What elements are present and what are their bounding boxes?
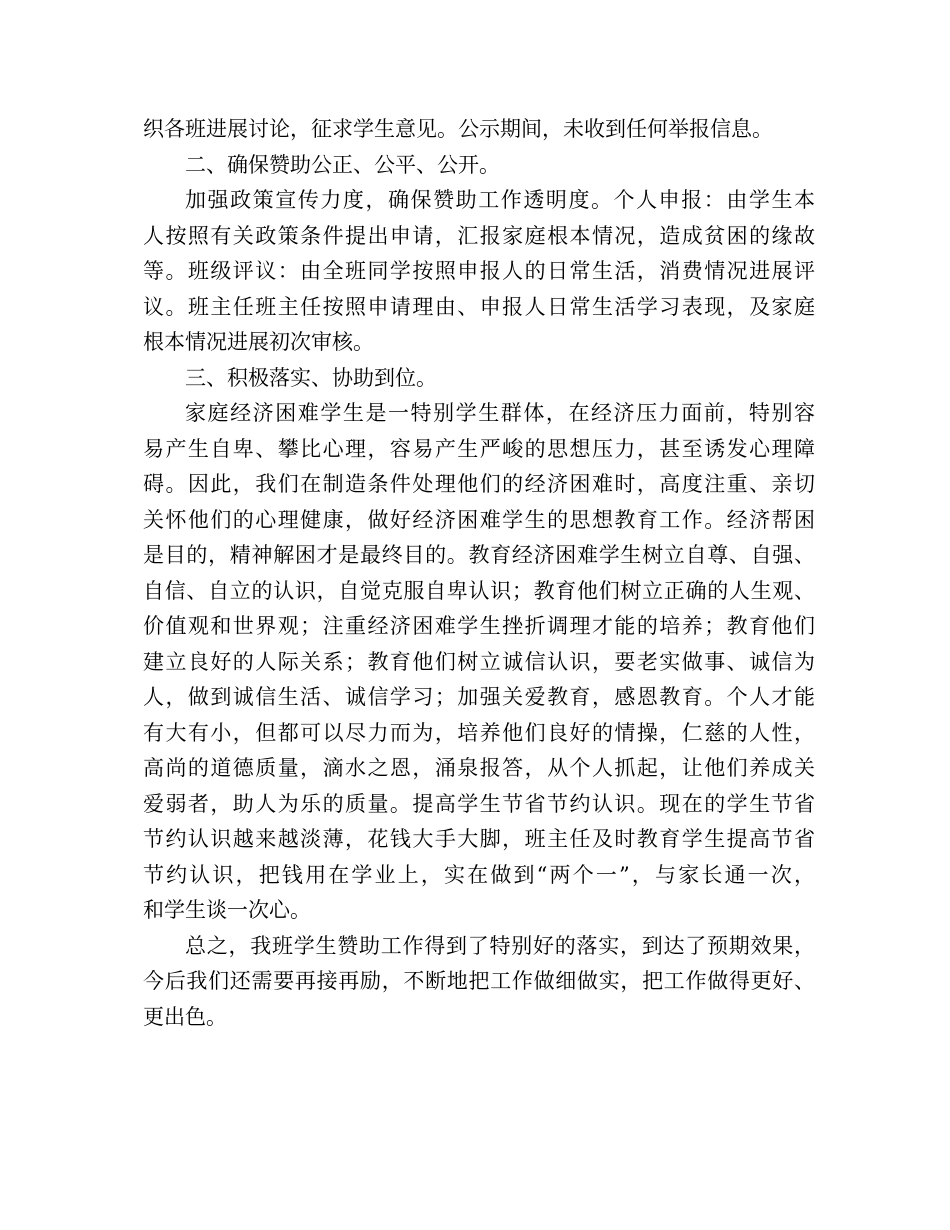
text-line: 更出色。 [143, 1004, 227, 1029]
text-line: 易产生自卑、攀比心理，容易产生严峻的思想压力，甚至诱发心理障 [143, 436, 815, 461]
text-line: 二、确保赞助公正、公平、公开。 [185, 152, 500, 177]
text-line: 爱弱者，助人为乐的质量。提高学生节省节约认识。现在的学生节省 [143, 791, 815, 816]
text-line: 自信、自立的认识，自觉克服自卑认识；教育他们树立正确的人生观、 [143, 578, 815, 603]
text-line: 建立良好的人际关系；教育他们树立诚信认识，要老实做事、诚信为 [143, 649, 815, 674]
text-line: 价值观和世界观；注重经济困难学生挫折调理才能的培养；教育他们 [143, 614, 815, 638]
text-line: 高尚的道德质量，滴水之恩，涌泉报答，从个人抓起，让他们养成关 [143, 756, 815, 780]
text-line: 三、积极落实、协助到位。 [185, 365, 437, 390]
text-line: 和学生谈一次心。 [143, 898, 311, 922]
text-line: 织各班进展讨论，征求学生意见。公示期间，未收到任何举报信息。 [143, 117, 773, 141]
text-line: 等。班级评议：由全班同学按照申报人的日常生活，消费情况进展评 [143, 259, 815, 283]
text-line: 碍。因此，我们在制造条件处理他们的经济困难时，高度注重、亲切 [143, 472, 815, 496]
text-line: 议。班主任班主任按照申请理由、申报人日常生活学习表现，及家庭 [143, 294, 815, 319]
text-line: 根本情况进展初次审核。 [143, 330, 374, 354]
text-line: 节约认识越来越淡薄，花钱大手大脚，班主任及时教育学生提高节省 [143, 827, 815, 851]
text-line: 总之，我班学生赞助工作得到了特别好的落实，到达了预期效果， [185, 933, 815, 958]
text-line: 家庭经济困难学生是一特别学生群体，在经济压力面前，特别容 [185, 401, 815, 425]
text-line: 有大有小，但都可以尽力而为，培养他们良好的情操，仁慈的人性， [143, 720, 815, 745]
text-line: 节约认识，把钱用在学业上，实在做到“两个一”，与家长通一次， [143, 862, 815, 887]
text-line: 关怀他们的心理健康，做好经济困难学生的思想教育工作。经济帮困 [143, 507, 815, 532]
text-line: 是目的，精神解困才是最终目的。教育经济困难学生树立自尊、自强、 [143, 543, 815, 567]
text-line: 今后我们还需要再接再励，不断地把工作做细做实，把工作做得更好、 [143, 969, 815, 993]
text-line: 人按照有关政策条件提出申请，汇报家庭根本情况，造成贫困的缘故 [143, 223, 815, 248]
document-body [143, 112, 815, 1035]
text-line: 人，做到诚信生活、诚信学习；加强关爱教育，感恩教育。个人才能 [143, 685, 815, 709]
text-line: 加强政策宣传力度，确保赞助工作透明度。个人申报：由学生本 [185, 188, 815, 212]
